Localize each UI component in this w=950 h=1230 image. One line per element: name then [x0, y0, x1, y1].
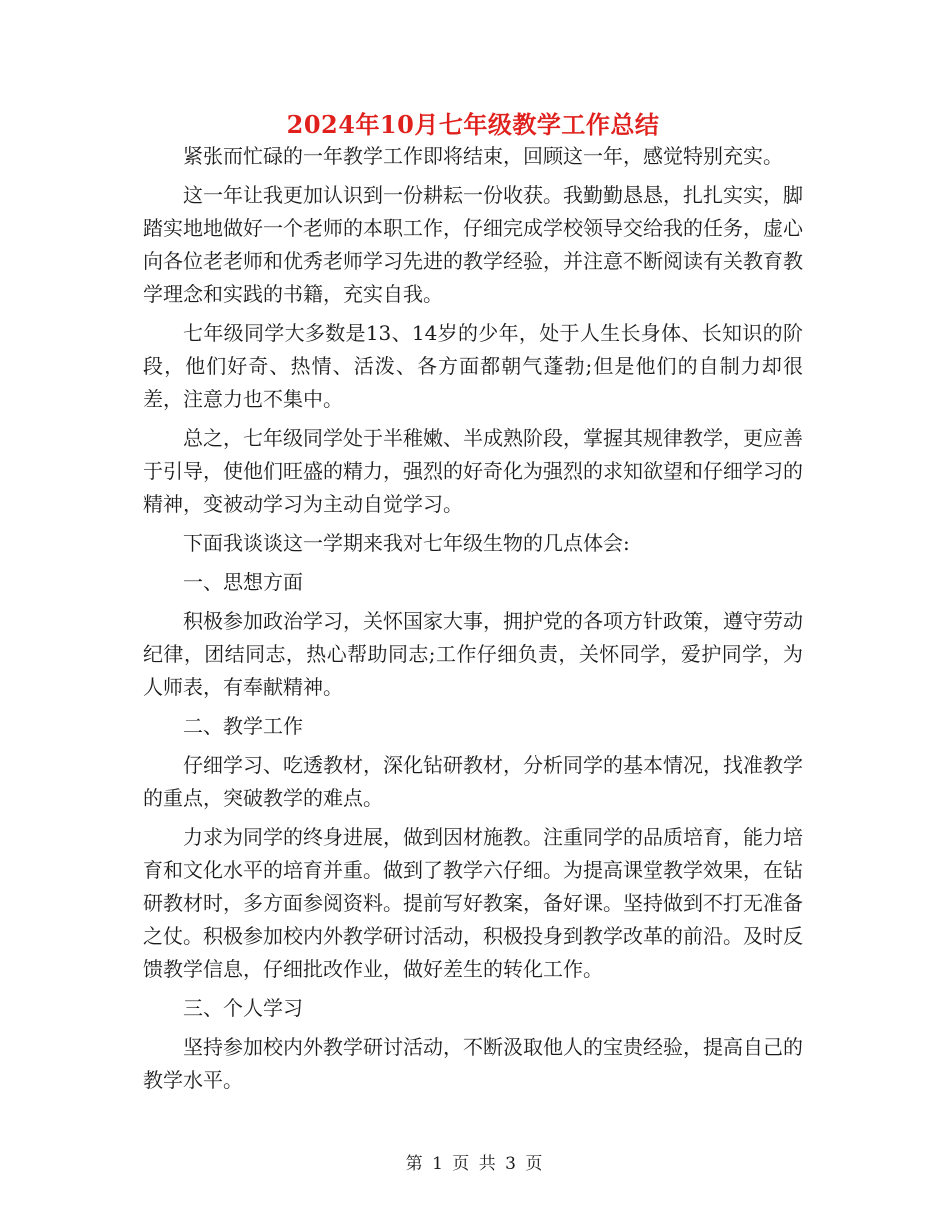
document-body	[143, 108, 803, 1103]
paragraph-personal: 坚持参加校内外教学研讨活动，不断汲取他人的宝贵经验，提高自己的教学水平。	[143, 1035, 803, 1092]
paragraph-thought: 积极参加政治学习，关怀国家大事，拥护党的各项方针政策，遵守劳动纪律，团结同志，热心帮助同志;工作仔细负责，关怀同学，爱护同学，为人师表，有奉献精神。	[143, 609, 803, 699]
paragraph-summary: 总之，七年级同学处于半稚嫩、半成熟阶段，掌握其规律教学，更应善于引导，使他们旺盛的精力，强烈的好奇化为强烈的求知欲望和仔细学习的精神，变被动学习为主动自觉学习。	[143, 426, 803, 516]
paragraph-students: 七年级同学大多数是13、14岁的少年，处于人生长身体、长知识的阶段，他们好奇、热情、活泼、各方面都朝气蓬勃;但是他们的自制力却很差，注意力也不集中。	[143, 321, 803, 411]
paragraph-experience-intro: 下面我谈谈这一学期来我对七年级生物的几点体会:	[183, 531, 630, 555]
section-heading-thought: 一、思想方面	[183, 570, 303, 594]
paragraph-harvest: 这一年让我更加认识到一份耕耘一份收获。我勤勤恳恳，扎扎实实，脚踏实地地做好一个老师的本职工作，仔细完成学校领导交给我的任务，虚心向各位老老师和优秀老师学习先进的教学经验，并注意不断阅读有关教育教学理念和实践的书籍，充实自我。	[143, 183, 803, 306]
document-title: 2024年10月七年级教学工作总结	[286, 110, 660, 139]
section-heading-personal: 三、个人学习	[183, 996, 303, 1020]
paragraph-teaching-practice: 力求为同学的终身进展，做到因材施教。注重同学的品质培育，能力培育和文化水平的培育并重。做到了教学六仔细。为提高课堂教学效果，在钻研教材时，多方面参阅资料。提前写好教案，备好课。坚持做到不打无准备之仗。积极参加校内外教学研讨活动，积极投身到教学改革的前沿。及时反馈教学信息，仔细批改作业，做好差生的转化工作。	[143, 825, 803, 981]
paragraph-teaching-study: 仔细学习、吃透教材，深化钻研教材，分析同学的基本情况，找准教学的重点，突破教学的难点。	[143, 753, 803, 810]
paragraph-intro: 紧张而忙碌的一年教学工作即将结束，回顾这一年，感觉特别充实。	[183, 144, 783, 168]
section-heading-teaching: 二、教学工作	[183, 714, 303, 738]
page-number-footer: 第 1 页 共 3 页	[405, 1154, 545, 1174]
